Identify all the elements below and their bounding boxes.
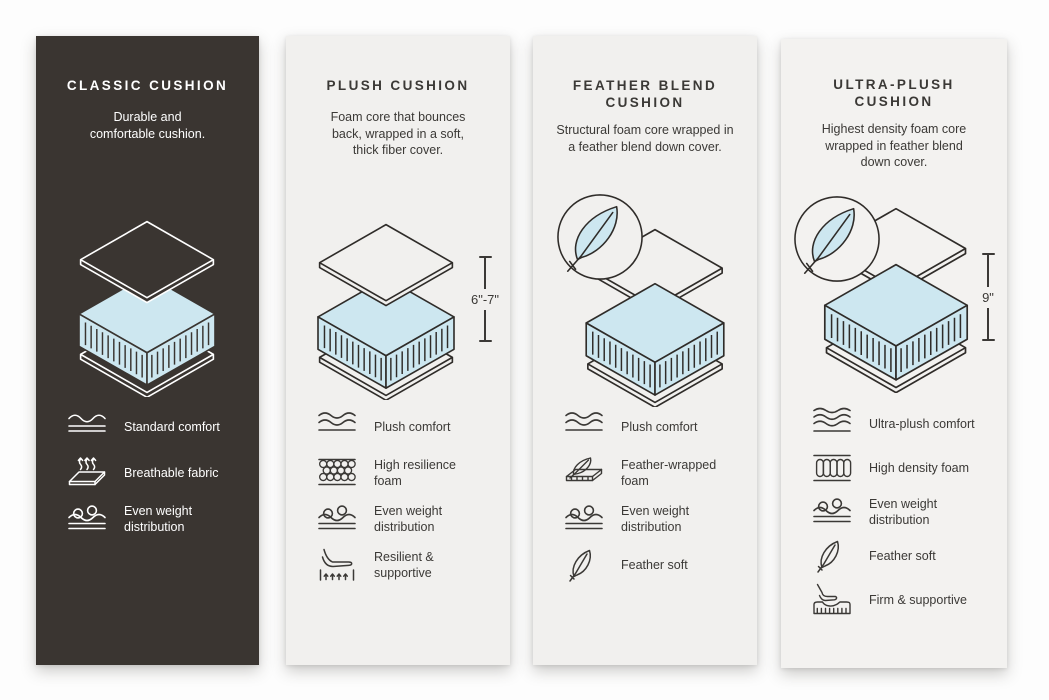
feature-label: Even weight distribution <box>621 504 690 534</box>
feature-label: Plush comfort <box>374 420 451 434</box>
feature-row <box>562 404 745 450</box>
feature-list <box>315 404 498 588</box>
leg-support-icon <box>315 547 359 583</box>
measurement-label: 9" <box>982 289 994 305</box>
feather-icon <box>810 538 854 574</box>
feature-row <box>65 450 247 496</box>
feature-row <box>562 542 745 588</box>
feature-row <box>810 402 995 446</box>
panel-classic-cushion <box>36 36 259 665</box>
panel-description: Structural foam core wrapped in a feather blend down cover. <box>556 123 734 154</box>
feature-label: High density foam <box>869 461 970 475</box>
feather-foam-icon <box>562 455 606 491</box>
feature-label: Even weight distribution <box>869 497 938 527</box>
feature-row <box>810 490 995 534</box>
density-foam-icon <box>810 450 854 486</box>
even-weight-icon <box>810 494 854 530</box>
measure-line <box>484 310 486 341</box>
feather-badge-icon <box>556 193 644 281</box>
feature-label: Feather soft <box>621 558 688 572</box>
height-measurement <box>470 256 500 342</box>
feature-label: Standard comfort <box>124 420 220 434</box>
measure-line <box>987 308 989 340</box>
comfort-waves-icon <box>65 409 109 445</box>
even-weight-icon <box>562 501 606 537</box>
feature-row <box>810 534 995 578</box>
feature-row <box>315 542 498 588</box>
feature-label: Breathable fabric <box>124 466 219 480</box>
feature-label: Even weight distribution <box>124 504 193 534</box>
panel-title: ULTRA-PLUSH CUSHION <box>833 77 955 109</box>
feature-row <box>810 446 995 490</box>
firm-support-icon <box>810 582 854 618</box>
panel-title: FEATHER BLEND CUSHION <box>572 78 718 110</box>
resilience-foam-icon <box>315 455 359 491</box>
even-weight-icon <box>65 501 109 537</box>
breathable-fabric-icon <box>65 455 109 491</box>
feature-list <box>810 402 995 622</box>
feature-list <box>562 404 745 588</box>
measure-line <box>484 258 486 289</box>
measure-cap <box>982 339 995 341</box>
cushion-layers-diagram <box>62 220 232 397</box>
even-weight-icon <box>315 501 359 537</box>
feature-label: Feather soft <box>869 549 936 563</box>
panel-description: Highest density foam core wrapped in feather blend down cover. <box>821 122 967 169</box>
height-measurement <box>973 253 1003 341</box>
feather-badge-icon <box>793 195 881 283</box>
feature-label: Firm & supportive <box>869 593 967 607</box>
feature-label: Even weight distribution <box>374 504 443 534</box>
feature-label: Resilient & supportive <box>374 550 434 580</box>
feature-list <box>65 404 247 542</box>
feature-label: Feather-wrapped foam <box>621 458 717 488</box>
feature-row <box>65 496 247 542</box>
feature-row <box>810 578 995 622</box>
measurement-label: 6"-7" <box>470 291 500 307</box>
panel-description: Durable and comfortable cushion. <box>89 110 206 141</box>
panel-feather-blend-cushion <box>533 36 757 665</box>
panel-plush-cushion <box>286 36 510 665</box>
panel-title: PLUSH CUSHION <box>326 78 470 93</box>
cushion-layers-diagram <box>301 223 471 400</box>
feature-label: Ultra-plush comfort <box>869 417 975 431</box>
panel-ultra-plush-cushion <box>781 39 1007 668</box>
comfort-waves-icon <box>810 406 854 442</box>
feature-row <box>562 496 745 542</box>
comfort-waves-icon <box>562 409 606 445</box>
panel-title: CLASSIC CUSHION <box>66 78 229 93</box>
feather-icon <box>562 547 606 583</box>
measure-line <box>987 255 989 287</box>
feature-row <box>562 450 745 496</box>
feature-row <box>315 450 498 496</box>
feature-label: High resilience foam <box>374 458 456 488</box>
panel-description: Foam core that bounces back, wrapped in a soft, thick fiber cover. <box>330 110 466 157</box>
feature-row <box>65 404 247 450</box>
feature-row <box>315 496 498 542</box>
feature-label: Plush comfort <box>621 420 698 434</box>
feature-row <box>315 404 498 450</box>
comfort-waves-icon <box>315 409 359 445</box>
measure-cap <box>479 340 492 342</box>
